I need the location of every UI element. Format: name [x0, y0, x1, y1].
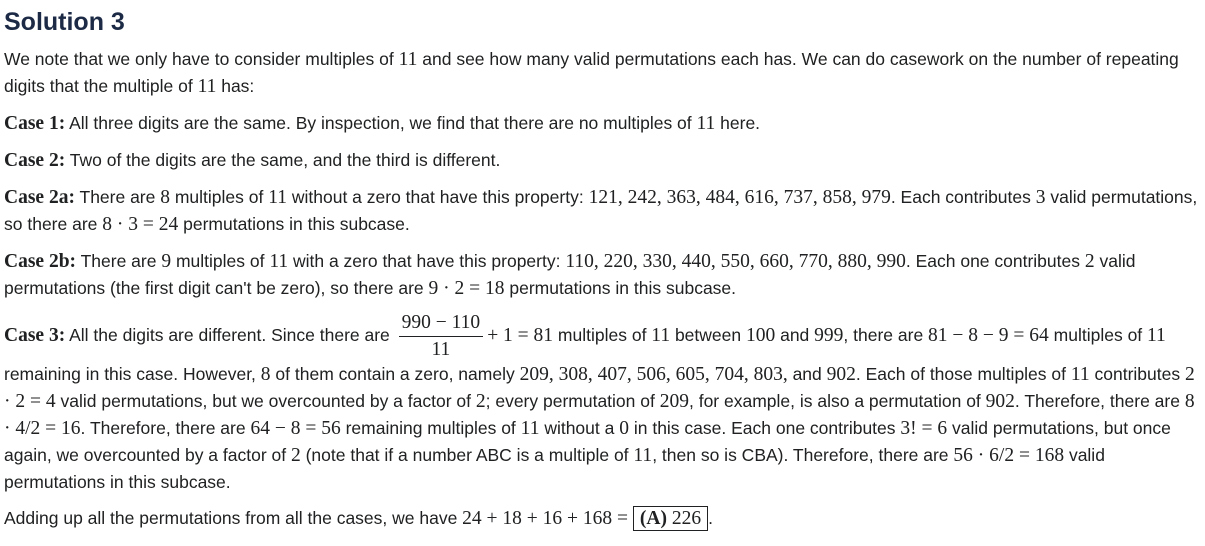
case-2b-paragraph — [4, 248, 1201, 302]
math: 9 · 2 = 18 — [428, 278, 505, 299]
math: 24 + 18 + 16 + 168 = — [462, 508, 629, 529]
math: 110, 220, 330, 440, 550, 660, 770, 880, 990 — [565, 251, 906, 272]
math: 0 — [619, 418, 629, 439]
text: multiples of — [171, 251, 270, 271]
text: We note that we only have to consider multiples of — [4, 49, 399, 69]
text: here. — [715, 113, 761, 133]
text: , there are — [843, 325, 929, 346]
math: 209 — [659, 391, 689, 412]
math: 8 — [260, 364, 271, 385]
text: valid permutations, but once again, we overcounted by a factor of — [4, 418, 1171, 465]
text: has: — [216, 76, 255, 96]
text: multiples of — [553, 325, 652, 346]
text: valid permutations (the first digit can't be zero), so there are — [4, 251, 1136, 298]
math: 902 — [985, 391, 1015, 412]
text: valid permutations in this subcase. — [4, 445, 1105, 492]
math: 8 · 4/2 = 16 — [4, 391, 1195, 439]
case-label: Case 2: — [4, 150, 66, 171]
math: 121, 242, 363, 484, 616, 737, 858, 979 — [588, 187, 891, 208]
text: All three digits are the same. By inspection, we find that there are no multiples of — [65, 113, 697, 133]
fraction-numerator: 990 − 110 — [399, 312, 484, 337]
math: 3! = 6 — [900, 418, 948, 439]
math: 8 — [160, 187, 170, 208]
text: and see how many valid permutations each has. We can do casework on the number of repeating digits that the multiple of — [4, 49, 1179, 96]
text: There are — [74, 187, 161, 207]
math: 81 − 8 − 9 = 64 — [928, 325, 1049, 347]
text: between — [670, 325, 746, 346]
case-2-paragraph — [4, 147, 1201, 174]
math: 11 — [651, 325, 671, 347]
text: permutations in this subcase. — [504, 278, 737, 298]
case-label: Case 3: — [4, 325, 66, 347]
fraction-denominator: 11 — [431, 339, 451, 360]
text: multiples of — [169, 187, 269, 207]
text: . Each one contributes — [905, 251, 1085, 271]
text: ; every permutation of — [485, 391, 660, 411]
intro-paragraph — [4, 46, 1201, 100]
conclusion-paragraph — [4, 505, 1201, 532]
fraction — [399, 312, 484, 361]
math: + 1 = 81 — [487, 325, 554, 347]
math: 11 — [1147, 325, 1166, 347]
math: 64 − 8 = 56 — [250, 418, 341, 439]
section-heading: Solution 3 — [4, 8, 125, 36]
text: multiples of — [1048, 325, 1148, 346]
text: permutations in this subcase. — [178, 214, 410, 234]
text: without a — [539, 418, 620, 438]
math: 3 — [1035, 187, 1046, 208]
math: 11 — [268, 187, 287, 208]
text: . Therefore, there are — [1014, 391, 1185, 411]
math: 100 — [745, 325, 776, 347]
case-label: Case 2b: — [4, 251, 77, 272]
text: (note that if a number ABC is a multiple of — [300, 445, 634, 465]
math: 11 — [197, 76, 217, 97]
text: remaining multiples of — [340, 418, 521, 438]
text: Two of the digits are the same, and the third is different. — [65, 150, 501, 170]
text: Adding up all the permutations from all the cases, we have — [4, 508, 463, 528]
answer-box — [633, 506, 708, 531]
case-2a-paragraph — [4, 184, 1201, 238]
answer-choice-label: (A) — [639, 508, 667, 529]
text: . Therefore, there are — [80, 418, 251, 438]
answer-value: 226 — [671, 508, 702, 529]
case-label: Case 2a: — [4, 187, 75, 208]
math: 56 · 6/2 = 168 — [953, 445, 1065, 466]
math: 8 · 3 = 24 — [102, 214, 179, 235]
text: and — [787, 364, 827, 384]
math: 999 — [814, 325, 844, 347]
case-1-paragraph — [4, 110, 1201, 137]
case-label: Case 1: — [4, 113, 66, 134]
text: and — [775, 325, 815, 346]
math: 2 — [1084, 251, 1095, 272]
math: 11 — [398, 49, 418, 70]
math: 11 — [696, 113, 716, 134]
text: of them contain a zero, namely — [270, 364, 520, 384]
math: 11 — [520, 418, 540, 439]
text: with a zero that have this property: — [288, 251, 566, 271]
text: . — [708, 508, 713, 528]
text: There are — [76, 251, 162, 271]
case-3-paragraph — [4, 312, 1201, 495]
math: 2 — [475, 391, 486, 412]
text: . Each contributes — [890, 187, 1036, 207]
text: valid permutations, but we overcounted by a factor of — [55, 391, 476, 411]
text: valid permutations, so there are — [4, 187, 1198, 234]
math: 2 — [290, 445, 301, 466]
math: 11 — [1070, 364, 1090, 385]
text: All the digits are different. Since there are — [65, 325, 395, 346]
text: , for example, is also a permutation of — [688, 391, 986, 411]
text: . Each of those multiples of — [855, 364, 1071, 384]
math: 9 — [161, 251, 172, 272]
math: 902 — [826, 364, 856, 385]
math: 11 — [633, 445, 653, 466]
text: remaining in this case. However, — [4, 364, 261, 384]
math: 11 — [269, 251, 289, 272]
math: 209, 308, 407, 506, 605, 704, 803, — [519, 364, 788, 385]
text: , then so is CBA). Therefore, there are — [652, 445, 954, 465]
text: without a zero that have this property: — [287, 187, 589, 207]
text: in this case. Each one contributes — [628, 418, 901, 438]
text: contributes — [1089, 364, 1185, 384]
math: 2 · 2 = 4 — [4, 364, 1195, 412]
